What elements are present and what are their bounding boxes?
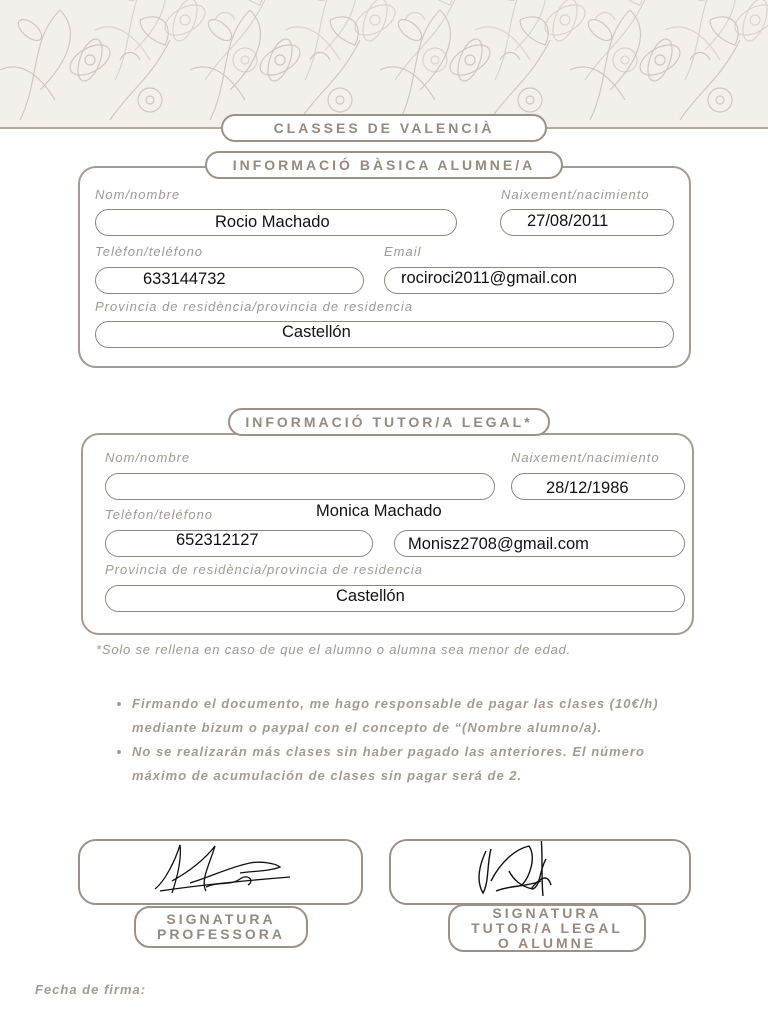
student-email-label: Email — [384, 244, 422, 259]
student-birth-value: 27/08/2011 — [527, 212, 609, 230]
condition-item-payment: • Firmando el documento, me hago responsable de pagar las clases (10€/h) mediante bizum o paypal con el concepto de “(Nombre alumno/a). — [132, 692, 692, 740]
teacher-signature-image — [80, 841, 365, 907]
student-name-label: Nom/nombre — [95, 187, 181, 202]
tutor-province-label: Provincia de residència/provincia de residencia — [105, 562, 423, 577]
floral-pattern-banner — [0, 0, 768, 128]
student-name-value: Rocio Machado — [215, 213, 330, 231]
tutor-section-title: INFORMACIÓ TUTOR/A LEGAL* — [228, 408, 550, 436]
signature-date-label: Fecha de firma: — [35, 982, 147, 997]
tutor-phone-value: 652312127 — [176, 531, 259, 549]
tutor-birth-label: Naixement/nacimiento — [511, 450, 660, 465]
tutor-email-value: Monisz2708@gmail.com — [408, 535, 589, 553]
tutor-phone-label: Telèfon/teléfono — [105, 507, 214, 522]
student-email-value: rociroci2011@gmail.con — [401, 269, 578, 287]
tutor-province-value: Castellón — [336, 587, 405, 605]
student-phone-label: Telèfon/teléfono — [95, 244, 204, 259]
page-title: CLASSES DE VALENCIÀ — [221, 114, 547, 142]
student-phone-field[interactable] — [95, 267, 364, 294]
teacher-signature-caption: SIGNATURA PROFESSORA — [134, 906, 308, 948]
tutor-signature-box — [389, 839, 691, 905]
student-province-label: Provincia de residència/provincia de residencia — [95, 299, 413, 314]
tutor-note: *Solo se rellena en caso de que el alumno o alumna sea menor de edad. — [96, 642, 572, 657]
conditions-list — [112, 692, 692, 788]
tutor-birth-value: 28/12/1986 — [546, 479, 629, 497]
tutor-name-value: Monica Machado — [316, 502, 442, 520]
student-province-value: Castellón — [282, 323, 351, 341]
tutor-signature-image — [391, 841, 693, 907]
condition-item-limit: • No se realizarán más clases sin haber pagado las anteriores. El número máximo de acumulación de clases sin pagar será de 2. — [132, 740, 692, 788]
student-birth-label: Naixement/nacimiento — [501, 187, 650, 202]
tutor-signature-caption: SIGNATURA TUTOR/A LEGAL O ALUMNE — [448, 904, 646, 952]
teacher-signature-box — [78, 839, 363, 905]
student-phone-value: 633144732 — [143, 270, 226, 288]
tutor-name-field[interactable] — [105, 473, 495, 500]
student-province-field[interactable] — [95, 321, 674, 348]
tutor-name-label: Nom/nombre — [105, 450, 191, 465]
student-section-title: INFORMACIÓ BÀSICA ALUMNE/A — [205, 151, 563, 179]
